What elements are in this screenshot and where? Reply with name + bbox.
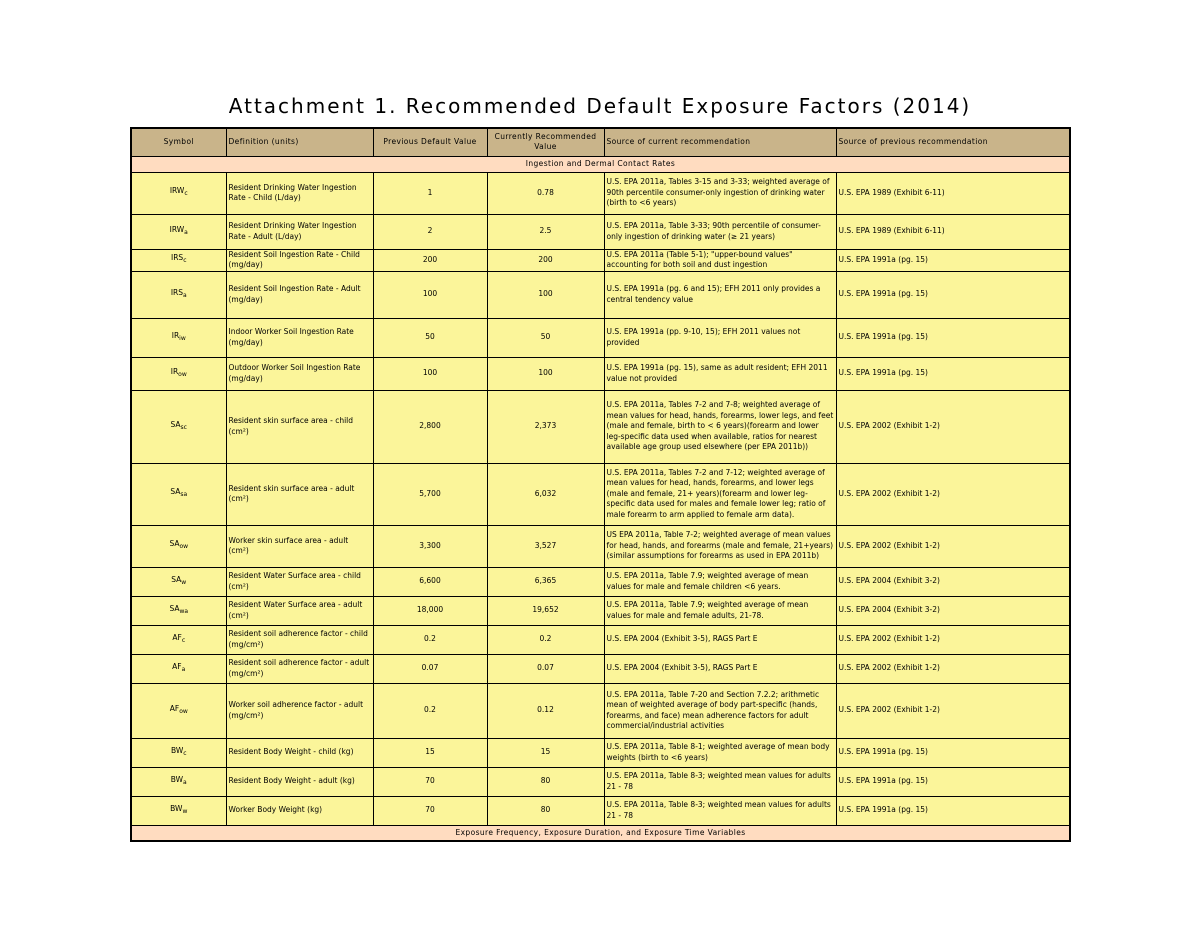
- table-row: [131, 796, 1070, 825]
- symbol-text: BW: [170, 745, 184, 755]
- section-header-frequency: Exposure Frequency, Exposure Duration, and Exposure Time Variables: [131, 825, 1070, 841]
- source-previous-cell: U.S. EPA 2002 (Exhibit 1-2): [836, 390, 1070, 463]
- symbol-cell: [131, 525, 226, 567]
- table-row: [131, 172, 1070, 214]
- table-row: [131, 525, 1070, 567]
- table-row: [131, 567, 1070, 596]
- definition-cell: Resident Water Surface area - child (cm²): [226, 567, 373, 596]
- symbol-subscript: a: [183, 291, 187, 299]
- definition-cell: Resident skin surface area - adult (cm²): [226, 463, 373, 525]
- table-row: [131, 767, 1070, 796]
- symbol-cell: [131, 249, 226, 271]
- current-value-cell: 0.12: [487, 683, 604, 738]
- symbol-subscript: ow: [178, 370, 187, 378]
- current-value-cell: 6,032: [487, 463, 604, 525]
- symbol-text: IRW: [169, 186, 185, 196]
- header-source-previous: Source of previous recommendation: [836, 128, 1070, 156]
- symbol-cell: [131, 318, 226, 357]
- previous-value-cell: 3,300: [373, 525, 487, 567]
- table-row: [131, 214, 1070, 249]
- table-row: [131, 625, 1070, 654]
- table-row: [131, 390, 1070, 463]
- source-previous-cell: U.S. EPA 2002 (Exhibit 1-2): [836, 654, 1070, 683]
- source-previous-cell: U.S. EPA 1991a (pg. 15): [836, 796, 1070, 825]
- current-value-cell: 100: [487, 357, 604, 390]
- symbol-text: SA: [171, 574, 182, 584]
- previous-value-cell: 200: [373, 249, 487, 271]
- symbol-cell: [131, 271, 226, 318]
- source-previous-cell: U.S. EPA 2002 (Exhibit 1-2): [836, 625, 1070, 654]
- source-previous-cell: U.S. EPA 2002 (Exhibit 1-2): [836, 683, 1070, 738]
- source-current-cell: U.S. EPA 2011a, Table 8-3; weighted mean values for adults 21 - 78: [604, 796, 836, 825]
- source-current-cell: U.S. EPA 2011a, Table 3-33; 90th percentile of consumer-only ingestion of drinking water (≥ 21 years): [604, 214, 836, 249]
- previous-value-cell: 0.2: [373, 625, 487, 654]
- header-current-value: Currently Recommended Value: [487, 128, 604, 156]
- source-current-cell: U.S. EPA 1991a (pp. 9-10, 15); EFH 2011 values not provided: [604, 318, 836, 357]
- current-value-cell: 0.2: [487, 625, 604, 654]
- current-value-cell: 100: [487, 271, 604, 318]
- source-current-cell: U.S. EPA 2004 (Exhibit 3-5), RAGS Part E: [604, 625, 836, 654]
- definition-cell: Resident Water Surface area - adult (cm²): [226, 596, 373, 625]
- symbol-text: IRS: [170, 287, 183, 297]
- symbol-text: SA: [170, 419, 181, 429]
- symbol-text: AF: [172, 661, 182, 671]
- symbol-text: IR: [170, 366, 179, 376]
- symbol-subscript: sc: [180, 423, 187, 431]
- definition-cell: Resident Soil Ingestion Rate - Child (mg/day): [226, 249, 373, 271]
- source-current-cell: U.S. EPA 2011a, Table 7.9; weighted average of mean values for male and female children <6 years.: [604, 567, 836, 596]
- symbol-text: SA: [169, 603, 180, 613]
- symbol-subscript: w: [181, 578, 187, 586]
- source-previous-cell: U.S. EPA 2002 (Exhibit 1-2): [836, 463, 1070, 525]
- symbol-subscript: c: [181, 636, 186, 644]
- current-value-cell: 80: [487, 796, 604, 825]
- source-current-cell: U.S. EPA 1991a (pg. 6 and 15); EFH 2011 only provides a central tendency value: [604, 271, 836, 318]
- symbol-text: IR: [171, 330, 180, 340]
- source-current-cell: U.S. EPA 2011a, Tables 7-2 and 7-8; weighted average of mean values for head, hands, forearms, lower legs, and feet (male and female, birth to < 6 years)(forearm and lower leg-specific data used when available, ratios for nearest available age group used elsewhere (per EPA 2011b)): [604, 390, 836, 463]
- symbol-cell: [131, 796, 226, 825]
- source-previous-cell: U.S. EPA 1991a (pg. 15): [836, 318, 1070, 357]
- previous-value-cell: 100: [373, 357, 487, 390]
- symbol-subscript: c: [183, 749, 187, 757]
- current-value-cell: 6,365: [487, 567, 604, 596]
- table-row: [131, 596, 1070, 625]
- symbol-cell: [131, 654, 226, 683]
- current-value-cell: 200: [487, 249, 604, 271]
- document-title: Attachment 1. Recommended Default Exposure Factors (2014): [228, 94, 972, 118]
- source-current-cell: U.S. EPA 2004 (Exhibit 3-5), RAGS Part E: [604, 654, 836, 683]
- symbol-cell: [131, 683, 226, 738]
- definition-cell: Worker Body Weight (kg): [226, 796, 373, 825]
- previous-value-cell: 18,000: [373, 596, 487, 625]
- definition-cell: Worker skin surface area - adult (cm²): [226, 525, 373, 567]
- symbol-subscript: wa: [179, 607, 189, 615]
- current-value-cell: 15: [487, 738, 604, 767]
- symbol-subscript: iw: [179, 334, 186, 342]
- symbol-text: AF: [172, 632, 182, 642]
- source-previous-cell: U.S. EPA 1991a (pg. 15): [836, 271, 1070, 318]
- symbol-subscript: ow: [179, 707, 188, 715]
- previous-value-cell: 5,700: [373, 463, 487, 525]
- source-previous-cell: U.S. EPA 1991a (pg. 15): [836, 767, 1070, 796]
- definition-cell: Resident soil adherence factor - child (mg/cm²): [226, 625, 373, 654]
- symbol-subscript: ow: [179, 543, 189, 551]
- source-current-cell: U.S. EPA 2011a, Table 8-1; weighted average of mean body weights (birth to <6 years): [604, 738, 836, 767]
- previous-value-cell: 0.07: [373, 654, 487, 683]
- definition-cell: Indoor Worker Soil Ingestion Rate (mg/day): [226, 318, 373, 357]
- source-current-cell: U.S. EPA 2011a, Table 7.9; weighted average of mean values for male and female adults, 21-78.: [604, 596, 836, 625]
- current-value-cell: 50: [487, 318, 604, 357]
- symbol-text: SA: [169, 539, 180, 549]
- table-row: [131, 318, 1070, 357]
- header-source-current: Source of current recommendation: [604, 128, 836, 156]
- current-value-cell: 0.78: [487, 172, 604, 214]
- source-current-cell: U.S. EPA 2011a, Tables 3-15 and 3-33; weighted average of 90th percentile consumer-only ingestion of drinking water (birth to <6 years): [604, 172, 836, 214]
- table-row: [131, 271, 1070, 318]
- source-previous-cell: U.S. EPA 2004 (Exhibit 3-2): [836, 596, 1070, 625]
- table-row: [131, 738, 1070, 767]
- source-current-cell: U.S. EPA 2011a, Table 8-3; weighted mean values for adults 21 - 78: [604, 767, 836, 796]
- symbol-subscript: a: [183, 778, 187, 786]
- previous-value-cell: 15: [373, 738, 487, 767]
- previous-value-cell: 2: [373, 214, 487, 249]
- symbol-cell: [131, 567, 226, 596]
- definition-cell: Resident Body Weight - adult (kg): [226, 767, 373, 796]
- symbol-cell: [131, 463, 226, 525]
- current-value-cell: 80: [487, 767, 604, 796]
- source-previous-cell: U.S. EPA 1991a (pg. 15): [836, 357, 1070, 390]
- source-current-cell: U.S. EPA 2011a, Table 7-20 and Section 7.2.2; arithmetic mean of weighted average of body part-specific (hands, forearms, and face) mean adherence factors for adult commercial/industrial activities: [604, 683, 836, 738]
- previous-value-cell: 70: [373, 796, 487, 825]
- definition-cell: Resident Drinking Water Ingestion Rate - Child (L/day): [226, 172, 373, 214]
- source-previous-cell: U.S. EPA 1991a (pg. 15): [836, 738, 1070, 767]
- source-previous-cell: U.S. EPA 1989 (Exhibit 6-11): [836, 214, 1070, 249]
- symbol-subscript: c: [183, 257, 187, 265]
- header-row: [131, 128, 1070, 156]
- symbol-text: IRW: [169, 224, 185, 234]
- table-row: [131, 463, 1070, 525]
- current-value-cell: 19,652: [487, 596, 604, 625]
- symbol-subscript: a: [184, 228, 188, 236]
- header-previous-value: Previous Default Value: [373, 128, 487, 156]
- symbol-cell: [131, 625, 226, 654]
- symbol-cell: [131, 357, 226, 390]
- previous-value-cell: 0.2: [373, 683, 487, 738]
- symbol-text: AF: [169, 703, 180, 713]
- source-previous-cell: U.S. EPA 2002 (Exhibit 1-2): [836, 525, 1070, 567]
- symbol-subscript: w: [182, 807, 188, 815]
- table-row: [131, 249, 1070, 271]
- previous-value-cell: 70: [373, 767, 487, 796]
- source-previous-cell: U.S. EPA 1991a (pg. 15): [836, 249, 1070, 271]
- symbol-cell: [131, 767, 226, 796]
- source-current-cell: U.S. EPA 2011a, Tables 7-2 and 7-12; weighted average of mean values for head, hands, forearms, and lower legs (male and female, 21+ years)(forearm and lower leg-specific data used for males and female lower leg; ratio of male forearm to arm applied to female arm data).: [604, 463, 836, 525]
- definition-cell: Resident Soil Ingestion Rate - Adult (mg/day): [226, 271, 373, 318]
- symbol-subscript: a: [181, 665, 186, 673]
- current-value-cell: 3,527: [487, 525, 604, 567]
- definition-cell: Resident Body Weight - child (kg): [226, 738, 373, 767]
- source-previous-cell: U.S. EPA 1989 (Exhibit 6-11): [836, 172, 1070, 214]
- symbol-cell: [131, 738, 226, 767]
- definition-cell: Resident skin surface area - child (cm²): [226, 390, 373, 463]
- source-current-cell: U.S. EPA 2011a (Table 5-1); "upper-bound values" accounting for both soil and dust ingestion: [604, 249, 836, 271]
- symbol-cell: [131, 596, 226, 625]
- source-previous-cell: U.S. EPA 2004 (Exhibit 3-2): [836, 567, 1070, 596]
- previous-value-cell: 2,800: [373, 390, 487, 463]
- symbol-subscript: c: [184, 190, 188, 198]
- definition-cell: Worker soil adherence factor - adult (mg/cm²): [226, 683, 373, 738]
- definition-cell: Resident Drinking Water Ingestion Rate - Adult (L/day): [226, 214, 373, 249]
- source-current-cell: US EPA 2011a, Table 7-2; weighted average of mean values for head, hands, and forearms (male and female, 21+years) (similar assumptions for forearms as used in EPA 2011b): [604, 525, 836, 567]
- current-value-cell: 2.5: [487, 214, 604, 249]
- previous-value-cell: 50: [373, 318, 487, 357]
- symbol-text: IRS: [171, 253, 184, 263]
- previous-value-cell: 6,600: [373, 567, 487, 596]
- table-row: [131, 683, 1070, 738]
- table-row: [131, 654, 1070, 683]
- header-symbol: Symbol: [131, 128, 226, 156]
- previous-value-cell: 1: [373, 172, 487, 214]
- symbol-text: SA: [170, 487, 181, 497]
- header-definition: Definition (units): [226, 128, 373, 156]
- symbol-subscript: sa: [180, 491, 188, 499]
- previous-value-cell: 100: [373, 271, 487, 318]
- symbol-text: BW: [170, 774, 184, 784]
- symbol-cell: [131, 214, 226, 249]
- symbol-cell: [131, 172, 226, 214]
- exposure-factors-table: [130, 127, 1071, 842]
- symbol-cell: [131, 390, 226, 463]
- source-current-cell: U.S. EPA 1991a (pg. 15), same as adult resident; EFH 2011 value not provided: [604, 357, 836, 390]
- table-row: [131, 357, 1070, 390]
- symbol-text: BW: [170, 803, 183, 813]
- current-value-cell: 0.07: [487, 654, 604, 683]
- current-value-cell: 2,373: [487, 390, 604, 463]
- definition-cell: Resident soil adherence factor - adult (mg/cm²): [226, 654, 373, 683]
- definition-cell: Outdoor Worker Soil Ingestion Rate (mg/day): [226, 357, 373, 390]
- section-header-ingestion: Ingestion and Dermal Contact Rates: [131, 156, 1070, 172]
